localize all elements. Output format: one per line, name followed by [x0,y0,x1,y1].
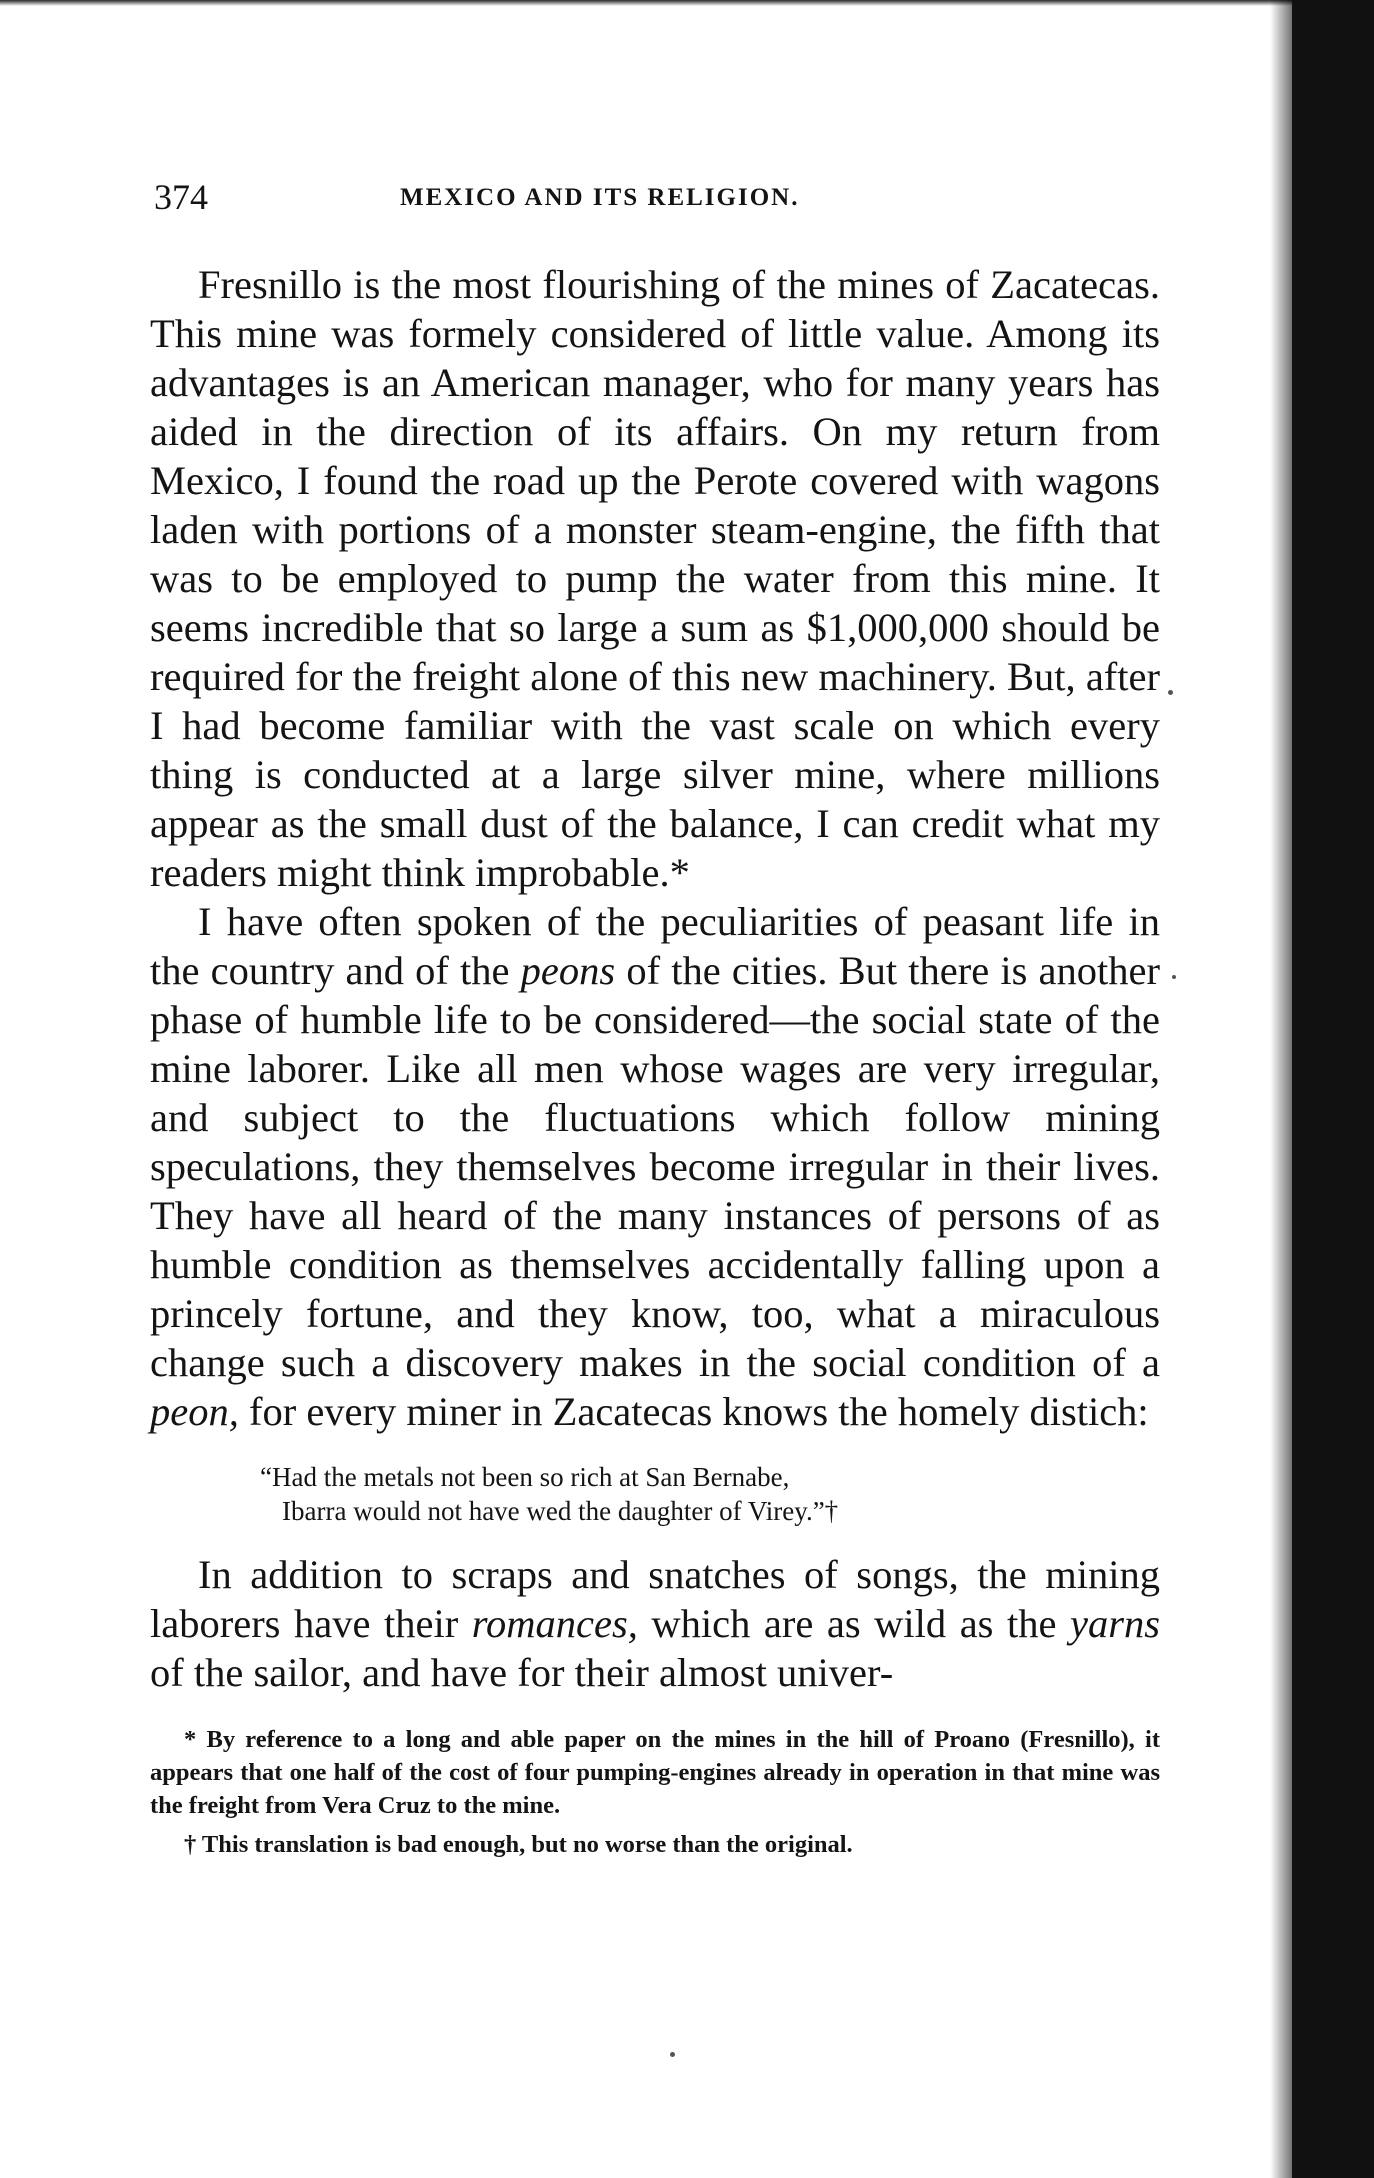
paragraph [150,1550,1160,1697]
page-top-shadow [0,0,1300,6]
print-speck [1168,690,1173,695]
page-header [150,170,1160,226]
italic-term: yarns [1070,1601,1160,1646]
paragraph-text: which are as wild as the [637,1601,1070,1646]
paragraph [150,260,1160,897]
paragraph-text: Fresnillo is the most flourishing of the mines of Zacatecas. This mine was formely considered of little value. Among its advantages is an American manager, who for many years has aided in the direction of its affairs. On my return from Mexico, I found the road up the Perote covered with wagons laden with portions of a monster steam-engine, the fifth that was to be employed to pump the water from this mine. It seems incredible that so large a sum as $1,000,000 should be required for the freight alone of this new machinery. But, after I had become familiar with the vast scale on which every thing is conducted at a large silver mine, where millions appear as the small dust of the balance, I can credit what my readers might think improbable.* [150,262,1160,895]
page-binding-edge [1292,0,1374,2178]
footnote: * By reference to a long and able paper on the mines in the hill of Proano (Fresnillo), it appears that one half of the cost of four pumping-engines already in operation in that mine was the freight from Vera Cruz to the mine. [150,1726,1160,1819]
running-head: MEXICO AND ITS RELIGION. [400,184,800,211]
verse-line: Ibarra would not have wed the daughter of Virey.”† [282,1496,839,1526]
book-page [150,170,1160,1861]
paragraph-text: I have often spoken of the peculiarities of peasant life in the country and of the [150,899,1160,993]
print-speck [670,2052,675,2057]
paragraph-text: for every miner in Zacatecas knows the homely distich: [238,1389,1149,1434]
italic-term: romances, [471,1601,638,1646]
body-text [150,260,1160,1697]
footnote: † This translation is bad enough, but no worse than the original. [184,1831,853,1858]
italic-term: peons [520,948,616,993]
page-number: 374 [154,177,208,217]
verse-line: “Had the metals not been so rich at San Bernabe, [260,1462,790,1492]
paragraph-text: of the cities. But there is another phase of humble life to be considered—the social state of the mine laborer. Like all men whose wages are very irregular, and subject to the fluctuations which follow mining speculations, they themselves become irregular in their lives. They have all heard of the many instances of persons of as humble condition as themselves accidentally falling upon a princely fortune, and they know, too, what a miraculous change such a discovery makes in the social condition of a [150,948,1160,1385]
paragraph-text: of the sailor, and have for their almost univer- [150,1650,894,1695]
verse-quotation [150,1460,1160,1528]
paragraph-text: In addition to scraps and snatches of songs, the mining laborers have their [150,1552,1160,1646]
print-speck [1172,975,1176,979]
footnotes [150,1723,1160,1861]
paragraph [150,897,1160,1436]
italic-term: peon, [150,1389,239,1434]
